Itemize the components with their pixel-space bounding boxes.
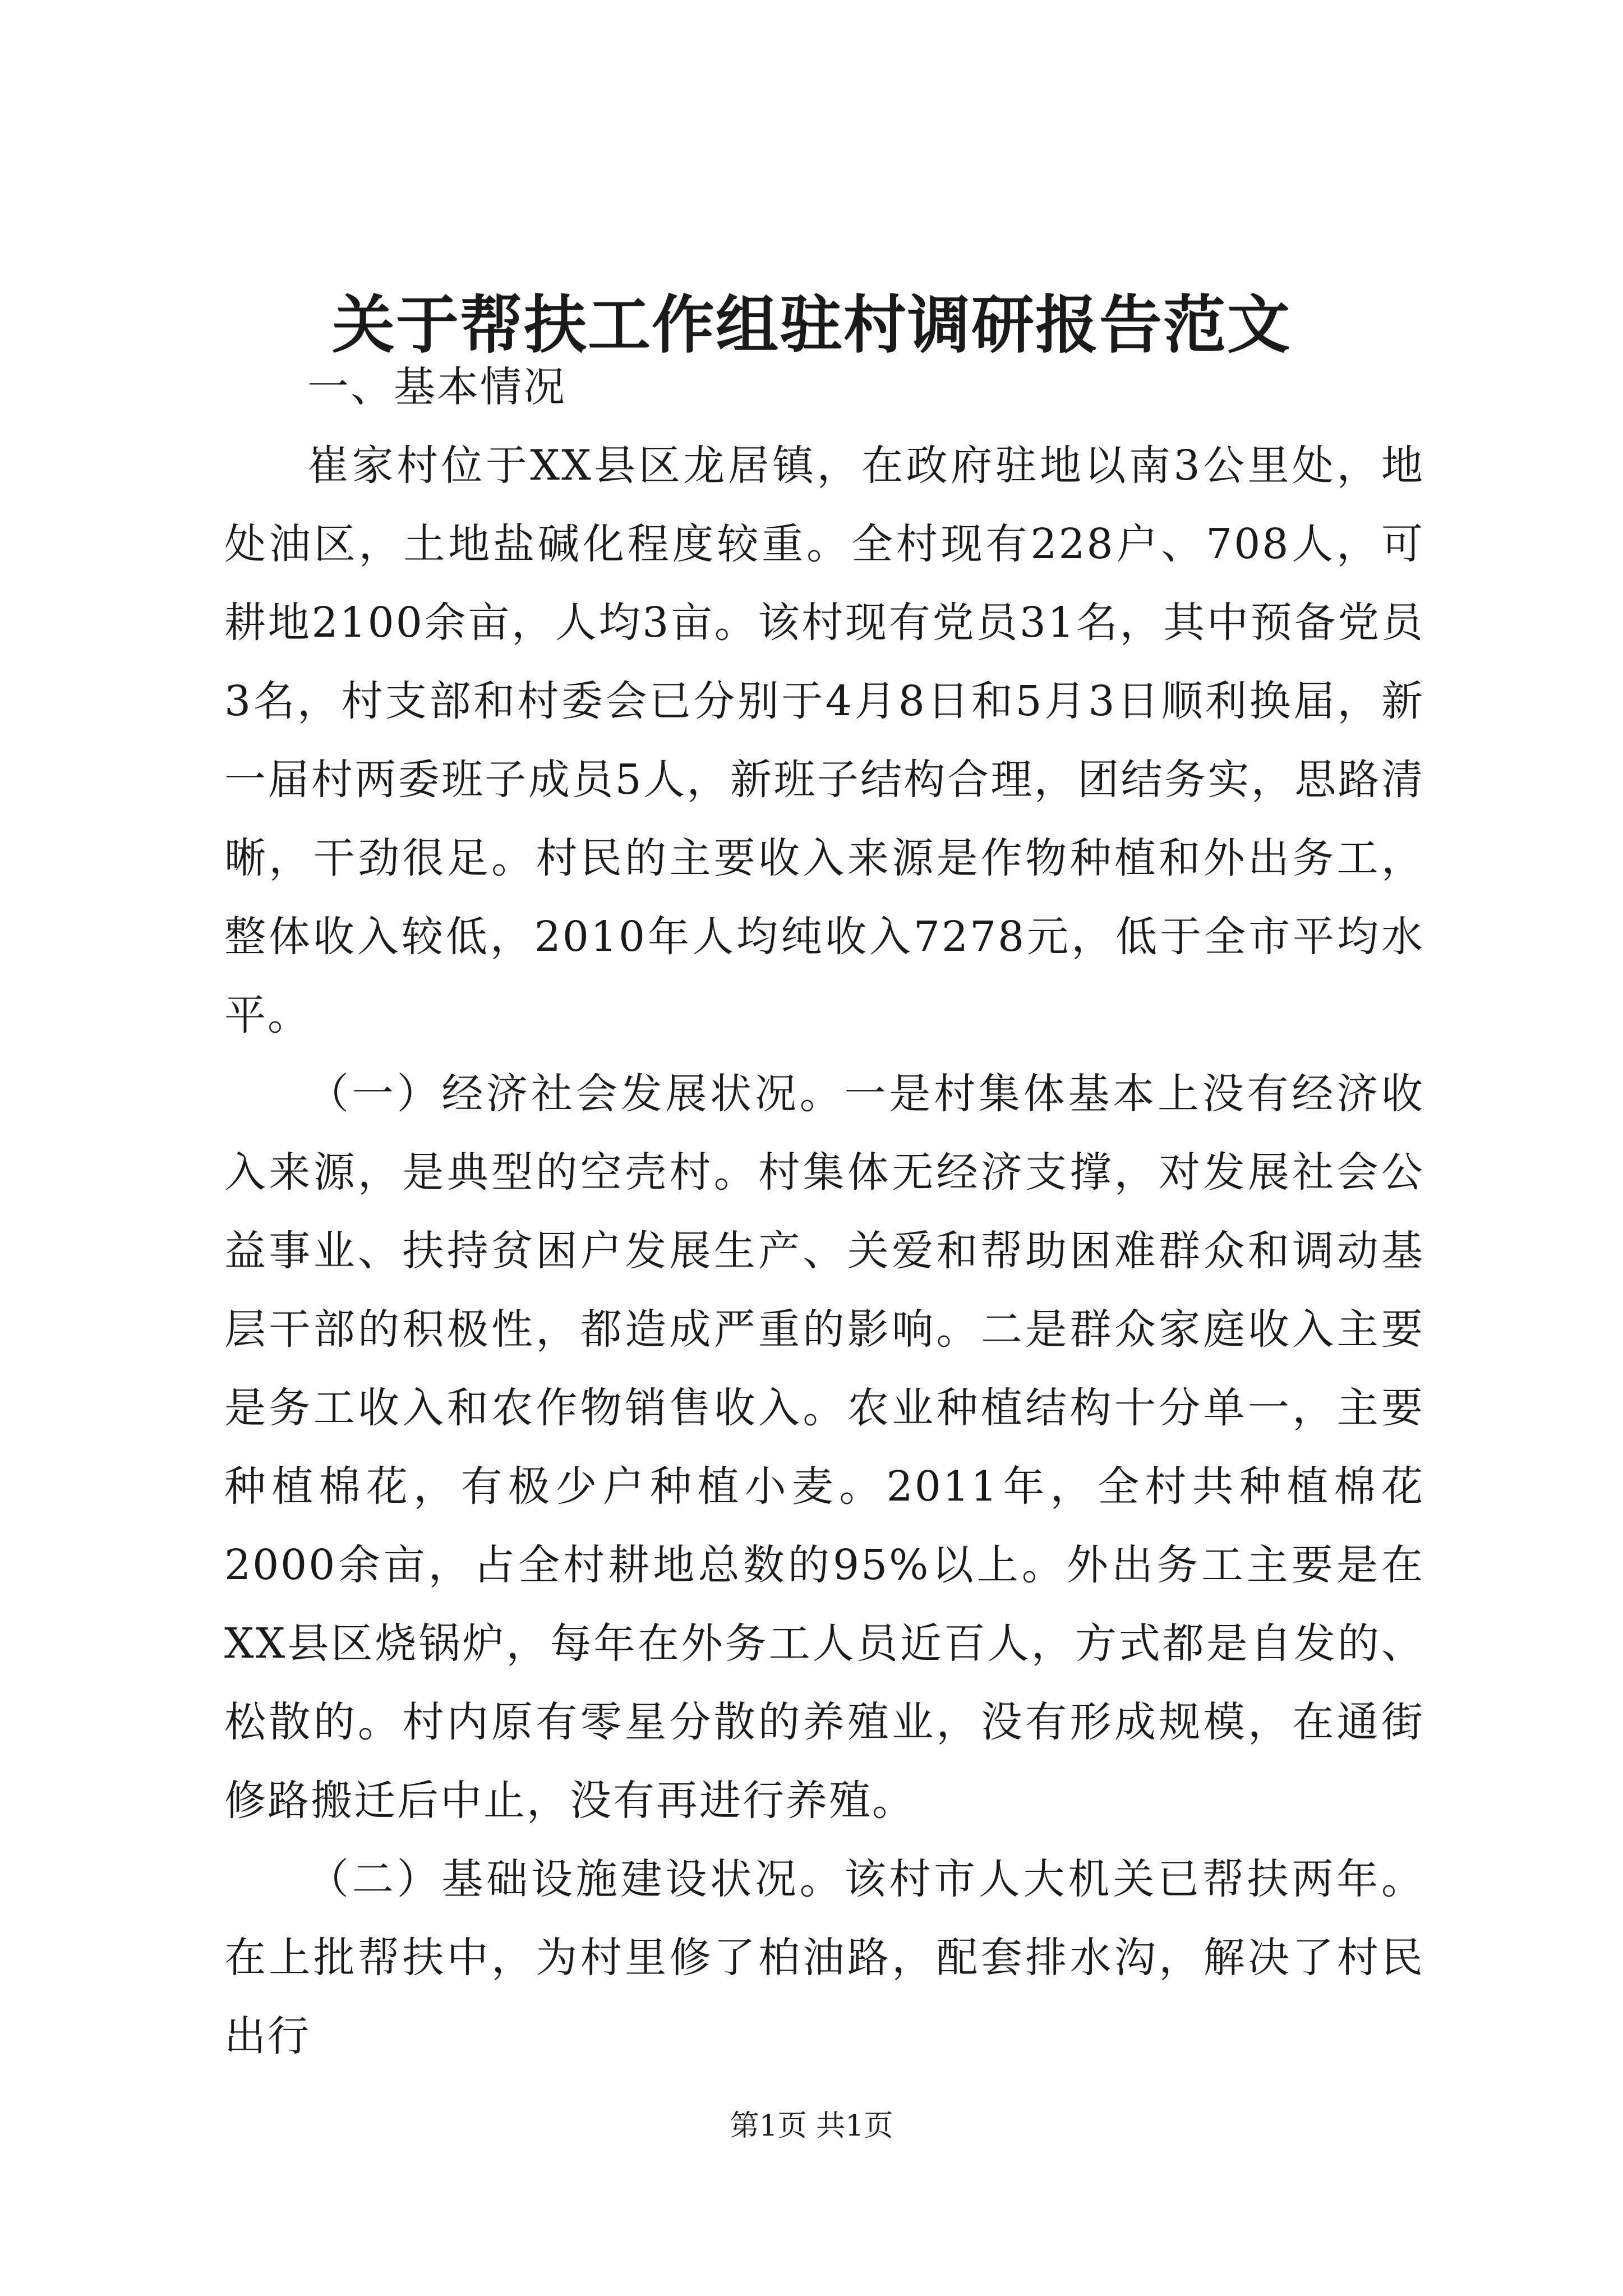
paragraph-basic-info: 崔家村位于XX县区龙居镇，在政府驻地以南3公里处，地处油区，土地盐碱化程度较重。全村现有228户、708人，可耕地2100余亩，人均3亩。该村现有党员31名，其中预备党员3名，村支部和村委会已分别于4月8日和5月3日顺利换届，新一届村两委班子成员5人，新班子结构合理，团结务实，思路清晰，干劲很足。村民的主要收入来源是作物种植和外出务工，整体收入较低，2010年人均纯收入7278元，低于全市平均水平。 [224, 441, 1424, 1039]
section-heading: 一、基本情况 [307, 363, 566, 411]
document-body [224, 348, 1424, 2076]
paragraph-economic-status: （一）经济社会发展状况。一是村集体基本上没有经济收入来源，是典型的空壳村。村集体无经济支撑，对发展社会公益事业、扶持贫困户发展生产、关爱和帮助困难群众和调动基层干部的积极性，都造成严重的影响。二是群众家庭收入主要是务工收入和农作物销售收入。农业种植结构十分单一，主要种植棉花，有极少户种植小麦。2011年，全村共种植棉花2000余亩，占全村耕地总数的95%以上。外出务工主要是在XX县区烧锅炉，每年在外务工人员近百人，方式都是自发的、松散的。村内原有零星分散的养殖业，没有形成规模，在通街修路搬迁后中止，没有再进行养殖。 [224, 1070, 1424, 1825]
paragraph-infrastructure: （二）基础设施建设状况。该村市人大机关已帮扶两年。在上批帮扶中，为村里修了柏油路，配套排水沟，解决了村民出行 [224, 1855, 1424, 2060]
page-number-footer: 第1页 共1页 [730, 2109, 893, 2143]
document-title: 关于帮扶工作组驻村调研报告范文 [332, 288, 1291, 362]
